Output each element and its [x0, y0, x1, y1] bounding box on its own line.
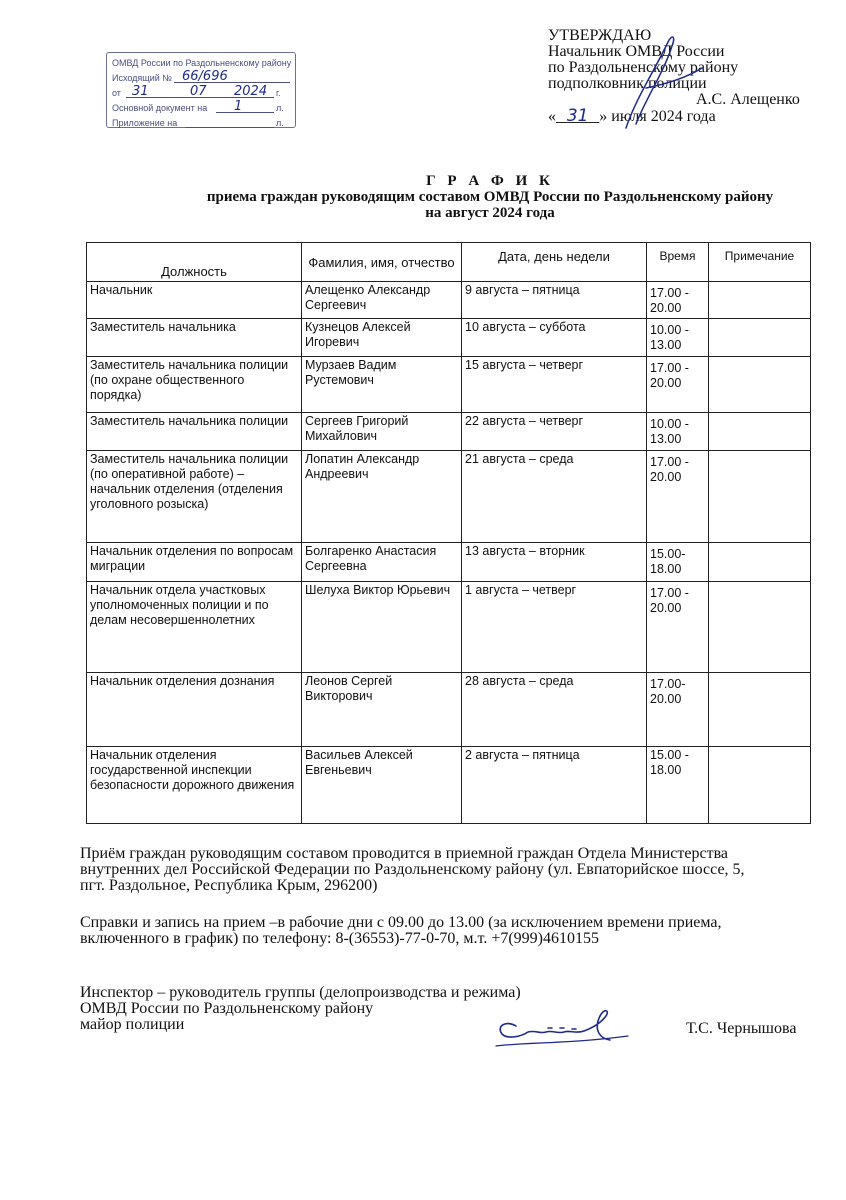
- cell-date: 9 августа – пятница: [462, 282, 647, 319]
- cell-date: 28 августа – среда: [462, 673, 647, 747]
- stamp-date-prefix: от: [112, 88, 121, 98]
- stamp-main-doc-label: Основной документ на: [112, 103, 208, 113]
- title-heading: Г Р А Ф И К: [426, 173, 554, 189]
- cell-time: 17.00- 20.00: [647, 673, 709, 747]
- stamp-main-doc-suffix: л.: [276, 103, 284, 113]
- cell-name: Лопатин Александр Андреевич: [302, 451, 462, 543]
- cell-time: 15.00- 18.00: [647, 543, 709, 582]
- header-time: Время: [647, 243, 709, 282]
- cell-date: 21 августа – среда: [462, 451, 647, 543]
- stamp-attachment-label: Приложение на: [112, 118, 178, 128]
- cell-name: Васильев Алексей Евгеньевич: [302, 747, 462, 824]
- stamp-main-doc-pages: 1: [234, 99, 243, 114]
- cell-name: Алещенко Александр Сергеевич: [302, 282, 462, 319]
- stamp-date-month: 07: [190, 84, 207, 99]
- cell-time: 17.00 - 20.00: [647, 282, 709, 319]
- header-note: Примечание: [709, 243, 811, 282]
- cell-note: [709, 282, 811, 319]
- stamp-line-date: [112, 86, 290, 101]
- approval-date-day: [556, 106, 599, 126]
- cell-position: Заместитель начальника полиции: [87, 413, 302, 451]
- stamp-outgoing-label: Исходящий №: [112, 73, 172, 83]
- cell-position: Начальник отделения дознания: [87, 673, 302, 747]
- cell-time: 17.00 - 20.00: [647, 582, 709, 673]
- approval-date-open: «: [548, 108, 556, 125]
- table-row: [87, 451, 811, 543]
- cell-date: 22 августа – четверг: [462, 413, 647, 451]
- cell-note: [709, 747, 811, 824]
- table-row: [87, 282, 811, 319]
- title-period: на август 2024 года: [425, 205, 555, 221]
- handwritten-signature: [488, 1002, 638, 1062]
- cell-note: [709, 357, 811, 413]
- stamp-line-main-doc: [112, 101, 290, 116]
- cell-date: 15 августа – четверг: [462, 357, 647, 413]
- approval-signature: [606, 28, 716, 138]
- cell-note: [709, 582, 811, 673]
- cell-name: Леонов Сергей Викторович: [302, 673, 462, 747]
- cell-position: Начальник отдела участковых уполномоченных полиции и по делам несовершеннолетних: [87, 582, 302, 673]
- title-subject: приема граждан руководящим составом ОМВД России по Раздольненскому району: [206, 189, 774, 205]
- stamp-date-day: 31: [132, 84, 149, 99]
- cell-position: Заместитель начальника полиции (по охране общественного порядка): [87, 357, 302, 413]
- signer-position: Инспектор – руководитель группы (делопроизводства и режима): [80, 984, 521, 1001]
- signer-rank: майор полиции: [80, 1016, 185, 1033]
- stamp-date-suffix: г.: [276, 88, 281, 98]
- cell-note: [709, 319, 811, 357]
- cell-position: Заместитель начальника: [87, 319, 302, 357]
- table-row: [87, 319, 811, 357]
- table-row: [87, 673, 811, 747]
- cell-time: 17.00 - 20.00: [647, 451, 709, 543]
- stamp-line-org: ОМВД России по Раздольненскому району: [112, 58, 292, 68]
- cell-note: [709, 451, 811, 543]
- stamp-underline: [186, 127, 274, 128]
- stamp-line-attachment: [112, 116, 290, 131]
- reception-info-paragraph: Приём граждан руководящим составом проводится в приемной граждан Отдела Министерства внутренних дел Российской Федерации по Раздольненскому району (ул. Евпаторийское шоссе, 5, пгт. Раздольное, Республика Крым, 296200): [80, 845, 745, 894]
- cell-name: Сергеев Григорий Михайлович: [302, 413, 462, 451]
- table-header-row: [87, 243, 811, 282]
- cell-time: 17.00 - 20.00: [647, 357, 709, 413]
- cell-time: 10.00 - 13.00: [647, 319, 709, 357]
- cell-name: Кузнецов Алексей Игоревич: [302, 319, 462, 357]
- stamp-underline: [126, 97, 274, 98]
- stamp-date-year: 2024: [234, 84, 268, 99]
- stamp-underline: [216, 112, 274, 113]
- cell-time: 15.00 - 18.00: [647, 747, 709, 824]
- stamp-attachment-suffix: л.: [276, 118, 284, 128]
- signer-department: ОМВД России по Раздольненскому району: [80, 1000, 374, 1017]
- contact-info-paragraph: Справки и запись на прием –в рабочие дни с 09.00 до 13.00 (за исключением времени приема, включенного в график) по телефону: 8-(36553)-77-0-70, м.т. +7(999)4610155: [80, 914, 722, 947]
- approval-heading: УТВЕРЖДАЮ: [548, 27, 652, 44]
- cell-date: 13 августа – вторник: [462, 543, 647, 582]
- cell-position: Заместитель начальника полиции (по оперативной работе) – начальник отделения (отделения уголовного розыска): [87, 451, 302, 543]
- table-row: [87, 543, 811, 582]
- approval-date-day-value: 31: [566, 106, 589, 126]
- header-date: Дата, день недели: [462, 243, 647, 282]
- cell-time: 10.00 - 13.00: [647, 413, 709, 451]
- cell-date: 10 августа – суббота: [462, 319, 647, 357]
- cell-note: [709, 543, 811, 582]
- table-row: [87, 582, 811, 673]
- registration-stamp: [106, 52, 296, 128]
- table-row: [87, 413, 811, 451]
- stamp-underline: [174, 82, 290, 83]
- cell-name: Болгаренко Анастасия Сергеевна: [302, 543, 462, 582]
- cell-note: [709, 413, 811, 451]
- schedule-table: [86, 242, 811, 824]
- cell-name: Мурзаев Вадим Рустемович: [302, 357, 462, 413]
- approval-rank: подполковник полиции: [548, 75, 707, 92]
- table-row: [87, 357, 811, 413]
- header-name: Фамилия, имя, отчество: [302, 243, 462, 282]
- cell-date: 1 августа – четверг: [462, 582, 647, 673]
- table-row: [87, 747, 811, 824]
- cell-note: [709, 673, 811, 747]
- approval-name: А.С. Алещенко: [696, 91, 800, 108]
- approval-date-rest: » июля 2024 года: [599, 108, 716, 125]
- cell-name: Шелуха Виктор Юрьевич: [302, 582, 462, 673]
- header-position: Должность: [87, 243, 302, 282]
- cell-position: Начальник: [87, 282, 302, 319]
- cell-date: 2 августа – пятница: [462, 747, 647, 824]
- approval-position-1: Начальник ОМВД России: [548, 43, 725, 60]
- approval-position-2: по Раздольненскому району: [548, 59, 739, 76]
- signer-name: Т.С. Чернышова: [686, 1020, 797, 1037]
- stamp-outgoing-number: 66/696: [182, 69, 228, 84]
- cell-position: Начальник отделения государственной инспекции безопасности дорожного движения: [87, 747, 302, 824]
- document-title: [140, 173, 840, 221]
- cell-position: Начальник отделения по вопросам миграции: [87, 543, 302, 582]
